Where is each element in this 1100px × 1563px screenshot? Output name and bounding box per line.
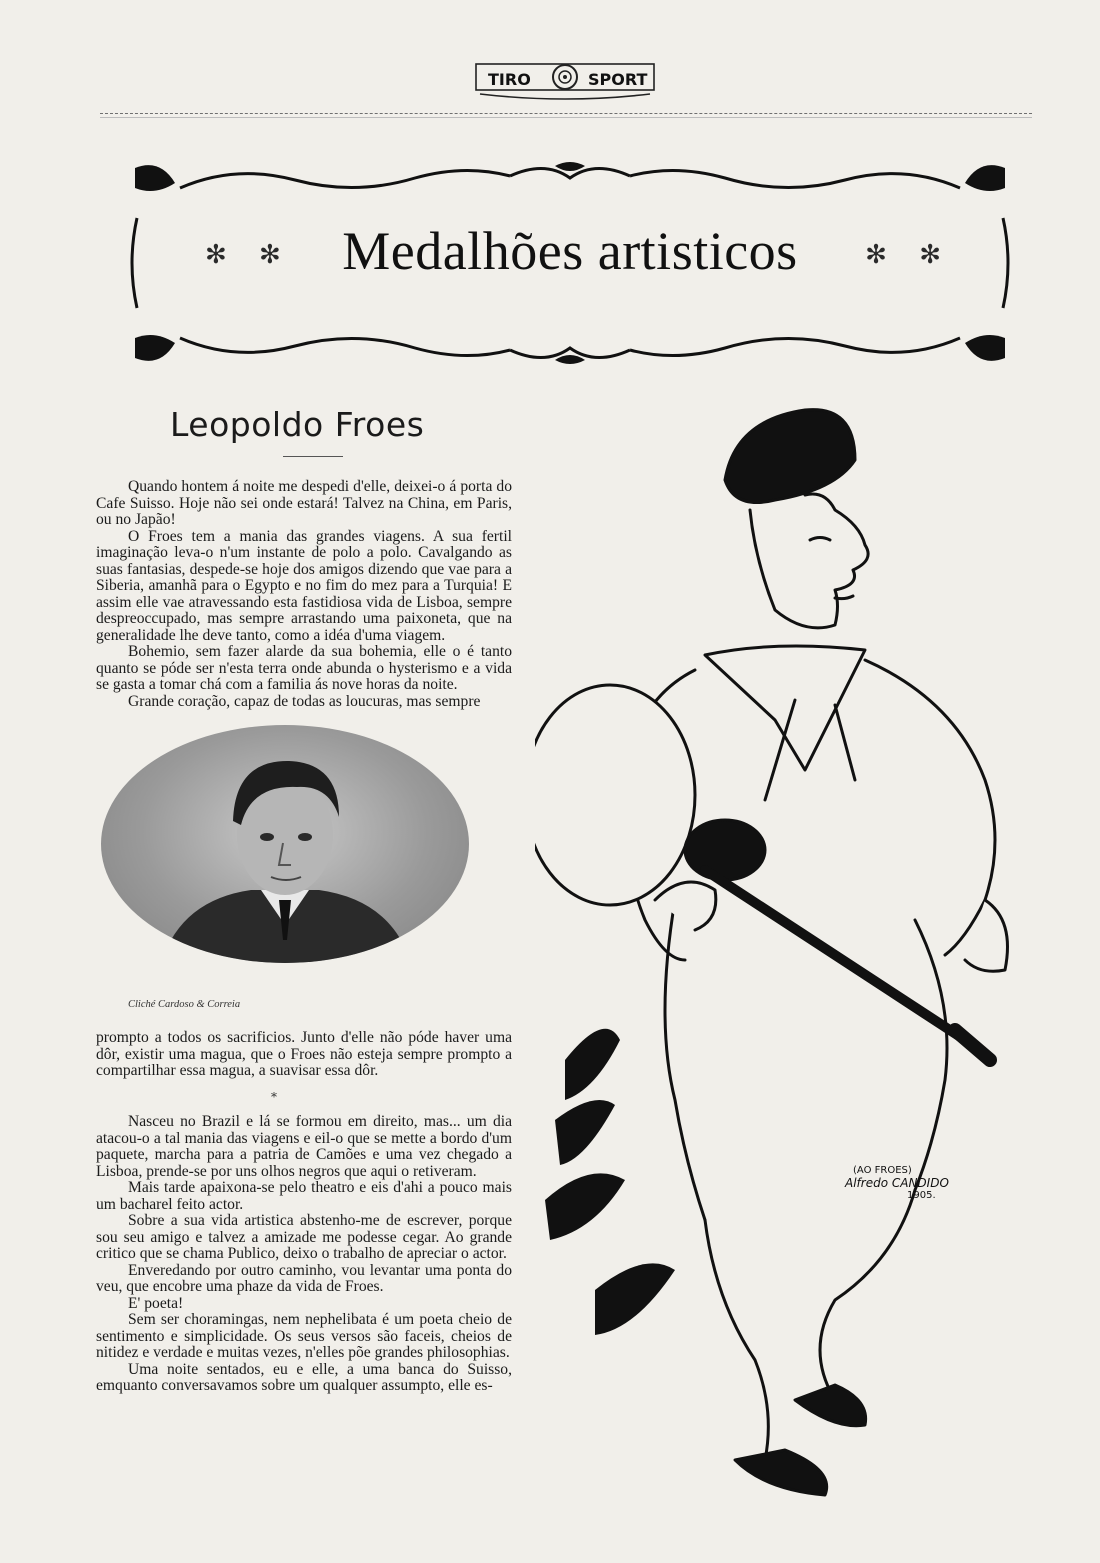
header-rule: [100, 113, 1032, 114]
header-rule-thin: [100, 117, 1032, 118]
paragraph: E' poeta!: [128, 1294, 184, 1312]
masthead-text-left: TIRO: [488, 70, 531, 89]
section-title-frame: [125, 158, 1015, 368]
paragraph: Sem ser choramingas, nem nephelibata é um poeta cheio de sentimento e simplicidade. Os seus versos são faceis, cheios de nitidez e verdade e muitas vezes, n'elles põe grandes philosophias.: [96, 1311, 512, 1361]
article-title: Leopoldo Froes: [170, 405, 425, 444]
artist-signature: Alfredo CANDIDO: [845, 1176, 949, 1190]
paragraph: Bohemio, sem fazer alarde da sua bohemia, elle o é tanto quanto se póde ser n'esta terra onde abunda o hysterismo e a vida se gasta a tomar chá com a familia ás nove horas da noite.: [96, 643, 512, 693]
portrait-photo: [101, 725, 469, 963]
section-separator: *: [271, 1090, 277, 1104]
masthead: [470, 58, 660, 104]
ornament-stars-right: ✻ ✻: [865, 240, 953, 270]
dedication-text: (AO FROES): [853, 1165, 912, 1176]
paragraph: prompto a todos os sacrificios. Junto d'elle não póde haver uma dôr, existir uma magua, que o Froes não esteja sempre prompto a compartilhar essa magua, a suavisar essa dôr.: [96, 1029, 512, 1079]
article-body-top: [96, 479, 512, 710]
paragraph: Grande coração, capaz de todas as loucuras, mas sempre: [128, 692, 481, 710]
paragraph: Mais tarde apaixona-se pelo theatro e eis d'ahi a pouco mais um bacharel feito actor.: [96, 1179, 512, 1213]
paragraph: Uma noite sentados, eu e elle, a uma banca do Suisso, emquanto conversavamos sobre um qualquer assumpto, elle es-: [96, 1360, 512, 1394]
title-divider: [283, 456, 343, 457]
ornament-stars-left: ✻ ✻: [205, 240, 293, 270]
paragraph: Quando hontem á noite me despedi d'elle, deixei-o á porta do Cafe Suisso. Hoje não sei onde estará! Talvez na China, em Paris, ou no Japão!: [96, 478, 512, 528]
caricature-illustration: [535, 400, 1055, 1520]
artist-year: 1905.: [907, 1190, 936, 1201]
article-body-middle: [96, 1030, 512, 1080]
masthead-text-right: SPORT: [588, 70, 648, 89]
masthead-logo: [470, 58, 660, 104]
paragraph: Nasceu no Brazil e lá se formou em direito, mas... um dia atacou-o a tal mania das viagens e eil-o que se mette a bordo d'um paquete, marcha para a patria de Camões e uma vez chegado a Lisboa, prende-se por uns olhos negros que aqui o retiveram.: [96, 1113, 512, 1180]
paragraph: O Froes tem a mania das grandes viagens. A sua fertil imaginação leva-o n'um instante de polo a polo. Cavalgando as suas fantasias, despede-se hoje dos amigos dizendo que vae para a Siberia, amanhã para o Egypto e no fim do mez para a Turquia! E assim elle vae atravessando esta fastidiosa vida de Lisboa, sempre despreoccupado, mas sempre arrastando uma paixoneta, que na generalidade lhe deve tanto, como a idéa d'uma viagem.: [96, 527, 512, 644]
caricature-drawing: [535, 400, 1055, 1520]
paragraph: Sobre a sua vida artistica abstenho-me de escrever, porque sou seu amigo e talvez a amizade me podesse cegar. Ao grande critico que se chama Publico, deixo o trabalho de apreciar o actor.: [96, 1212, 512, 1262]
portrait-illustration: [101, 725, 469, 963]
section-title: Medalhões artisticos: [342, 221, 798, 281]
artist-credit: [845, 1165, 955, 1201]
photo-caption: Cliché Cardoso & Correia: [128, 999, 241, 1010]
paragraph: Enveredando por outro caminho, vou levantar uma ponta do veu, que encobre uma phaze da vida de Froes.: [96, 1261, 512, 1295]
article-body-bottom: [96, 1114, 512, 1395]
